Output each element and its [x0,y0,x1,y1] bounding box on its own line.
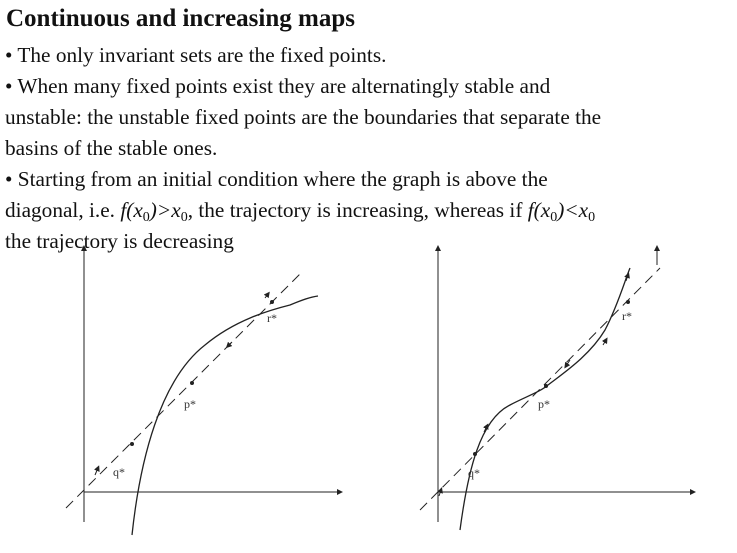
right-fixed-point-r [626,300,630,304]
subscript: 0 [180,210,188,225]
left-diagonal [66,272,302,508]
left-arrow-up-2 [265,294,268,298]
math-part: )>x [149,198,181,222]
left-map-curve [132,296,318,535]
left-arrow-up-1 [95,468,98,475]
slide-title: Continuous and increasing maps [6,5,355,32]
bullet-3-line-3: the trajectory is decreasing [5,229,234,253]
subscript: 0 [588,210,596,225]
left-fixed-point-r [270,300,274,304]
right-label-r: r* [622,309,632,323]
right-arrow-up-3 [603,340,606,345]
text-span: diagonal, i.e. [5,198,121,222]
right-fixed-point-q [473,452,477,456]
bullet-1: • The only invariant sets are the fixed points. [5,43,387,67]
right-diagonal [420,268,660,510]
bullet-2-line-1: • When many fixed points exist they are alternatingly stable and [5,74,551,98]
bullet-2-line-2: unstable: the unstable fixed points are the boundaries that separate the [5,105,602,129]
text-span: , the trajectory is increasing, whereas if [187,198,528,222]
math-part: f(x [527,198,551,222]
subscript: 0 [142,210,150,225]
bullet-2-line-3: basins of the stable ones. [5,136,218,160]
math-part: )<x [557,198,589,222]
left-label-r: r* [267,311,277,325]
right-label-q: q* [468,466,480,480]
left-diagram [66,248,340,535]
right-fixed-point-p [544,384,548,388]
bullet-3-line-1: • Starting from an initial condition where the graph is above the [5,167,548,191]
right-label-p: p* [538,397,550,411]
left-arrow-down-1 [228,342,232,346]
left-fixed-point-q [130,442,134,446]
left-label-q: q* [113,465,125,479]
left-fixed-point-p [190,381,194,385]
math-part: f(x [120,198,143,222]
subscript: 0 [550,210,558,225]
right-diagram [420,248,693,530]
left-label-p: p* [184,397,196,411]
right-arrow-up-1 [439,490,441,496]
